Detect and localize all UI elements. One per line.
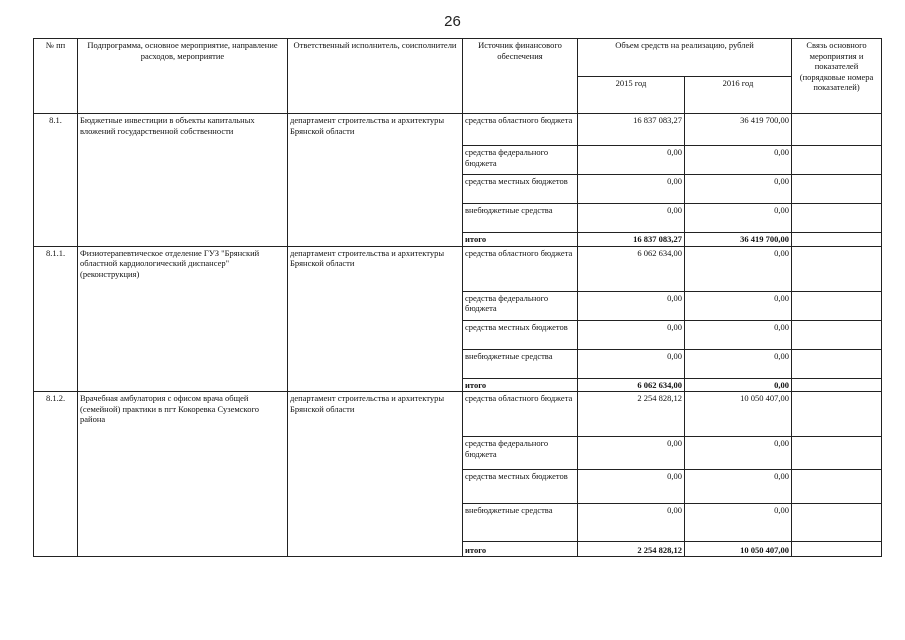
amount-2015: 2 254 828,12 <box>578 542 685 557</box>
amount-2016: 36 419 700,00 <box>685 114 792 146</box>
header-source: Источник финансового обеспечения <box>463 39 578 114</box>
page-number: 26 <box>444 13 461 30</box>
amount-2016: 0,00 <box>685 349 792 378</box>
indicator-link <box>792 504 882 542</box>
table-row <box>34 114 882 146</box>
indicator-link <box>792 204 882 233</box>
executor: департамент строительства и архитектуры Брянской области <box>288 114 463 247</box>
budget-table <box>33 38 882 557</box>
funding-source: средства областного бюджета <box>463 114 578 146</box>
header-year-2016: 2016 год <box>685 77 792 114</box>
amount-2016: 0,00 <box>685 246 792 291</box>
amount-2016: 10 050 407,00 <box>685 542 792 557</box>
funding-source: средства федерального бюджета <box>463 146 578 175</box>
amount-2015: 6 062 634,00 <box>578 378 685 392</box>
activity-name: Врачебная амбулатория с офисом врача общей (семейной) практики в пгт Кокоревка Суземского района <box>78 392 288 557</box>
indicator-link <box>792 470 882 504</box>
table-row <box>34 392 882 437</box>
funding-source: итого <box>463 233 578 247</box>
amount-2016: 36 419 700,00 <box>685 233 792 247</box>
amount-2016: 10 050 407,00 <box>685 392 792 437</box>
indicator-link <box>792 349 882 378</box>
amount-2015: 0,00 <box>578 175 685 204</box>
activity-name: Бюджетные инвестиции в объекты капитальных вложений государственной собственности <box>78 114 288 247</box>
amount-2016: 0,00 <box>685 146 792 175</box>
amount-2016: 0,00 <box>685 204 792 233</box>
amount-2016: 0,00 <box>685 320 792 349</box>
header-subprogram: Подпрограмма, основное мероприятие, направление расходов, мероприятие <box>78 39 288 114</box>
row-number: 8.1.1. <box>34 246 78 392</box>
funding-source: итого <box>463 378 578 392</box>
funding-source: средства местных бюджетов <box>463 470 578 504</box>
indicator-link <box>792 246 882 291</box>
amount-2016: 0,00 <box>685 437 792 470</box>
indicator-link <box>792 320 882 349</box>
indicator-link <box>792 542 882 557</box>
executor: департамент строительства и архитектуры Брянской области <box>288 392 463 557</box>
amount-2016: 0,00 <box>685 291 792 320</box>
amount-2015: 0,00 <box>578 146 685 175</box>
executor: департамент строительства и архитектуры Брянской области <box>288 246 463 392</box>
amount-2016: 0,00 <box>685 175 792 204</box>
header-volume: Объем средств на реализацию, рублей <box>578 39 792 77</box>
header-num: № пп <box>34 39 78 114</box>
header-executor: Ответственный исполнитель, соисполнители <box>288 39 463 114</box>
amount-2015: 6 062 634,00 <box>578 246 685 291</box>
funding-source: внебюджетные средства <box>463 349 578 378</box>
funding-source: средства федерального бюджета <box>463 437 578 470</box>
row-number: 8.1.2. <box>34 392 78 557</box>
amount-2015: 0,00 <box>578 291 685 320</box>
amount-2015: 2 254 828,12 <box>578 392 685 437</box>
amount-2015: 0,00 <box>578 504 685 542</box>
row-number: 8.1. <box>34 114 78 247</box>
amount-2015: 0,00 <box>578 349 685 378</box>
funding-source: средства местных бюджетов <box>463 175 578 204</box>
indicator-link <box>792 378 882 392</box>
amount-2015: 0,00 <box>578 204 685 233</box>
funding-source: итого <box>463 542 578 557</box>
indicator-link <box>792 175 882 204</box>
header-link: Связь основного мероприятия и показателей (порядковые номера показателей) <box>792 39 882 114</box>
funding-source: средства местных бюджетов <box>463 320 578 349</box>
indicator-link <box>792 146 882 175</box>
indicator-link <box>792 114 882 146</box>
indicator-link <box>792 437 882 470</box>
indicator-link <box>792 392 882 437</box>
funding-source: средства областного бюджета <box>463 246 578 291</box>
funding-source: внебюджетные средства <box>463 204 578 233</box>
funding-source: внебюджетные средства <box>463 504 578 542</box>
amount-2015: 0,00 <box>578 470 685 504</box>
funding-source: средства федерального бюджета <box>463 291 578 320</box>
amount-2016: 0,00 <box>685 504 792 542</box>
header-year-2015: 2015 год <box>578 77 685 114</box>
amount-2015: 16 837 083,27 <box>578 114 685 146</box>
funding-source: средства областного бюджета <box>463 392 578 437</box>
indicator-link <box>792 291 882 320</box>
table-row <box>34 246 882 291</box>
indicator-link <box>792 233 882 247</box>
amount-2015: 0,00 <box>578 320 685 349</box>
amount-2015: 16 837 083,27 <box>578 233 685 247</box>
amount-2016: 0,00 <box>685 470 792 504</box>
amount-2015: 0,00 <box>578 437 685 470</box>
amount-2016: 0,00 <box>685 378 792 392</box>
activity-name: Физиотерапевтическое отделение ГУЗ "Брянский областной кардиологический диспансер" (реконструкция) <box>78 246 288 392</box>
